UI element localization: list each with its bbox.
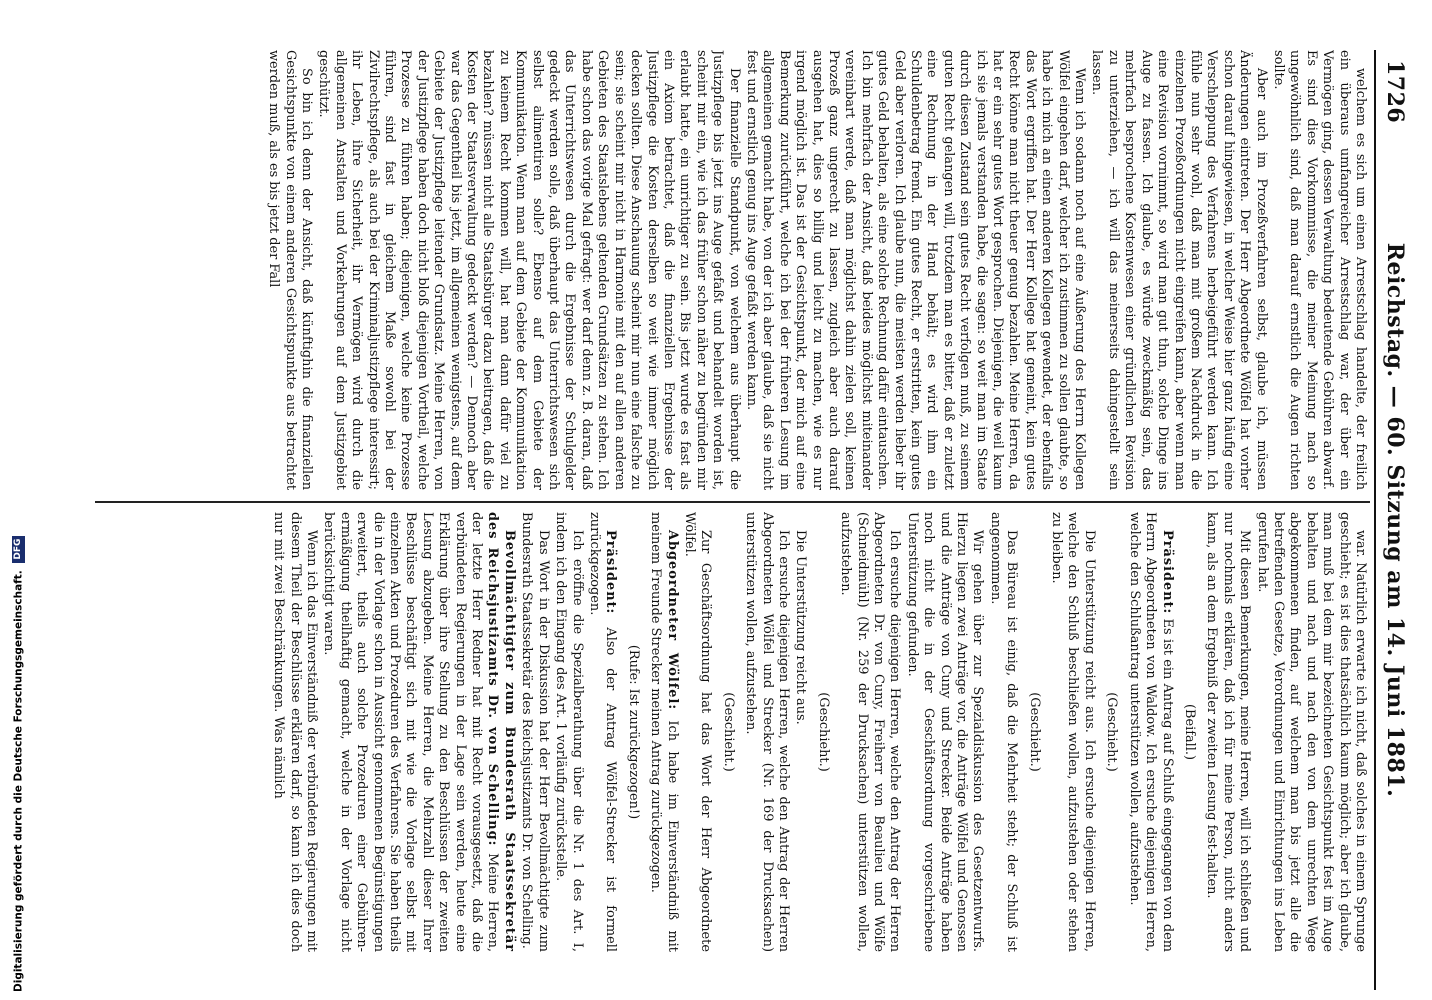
paragraph: Aber auch im Prozeßverfahren selbst, glaube ich, müssen Änderungen eintreten. Der Herr Abgeordnete Wölfel hat vorher schon darauf hingewiesen, in welcher Weise hier ganz häufig eine Verschleppung des Verfahrens herbeigeführt werden kann. Ich fühle nun sehr wohl, daß man mit großem Nachdruck in die einzelnen Prozeßordnungen nicht eingreifen kann, aber wenn man eine Revision vornimmt, so wird man gut thun, solche Dinge ins Auge zu fassen. Ich glaube, es würde zweckmäßig sein, das mehrfach besprochene Kostenwesen einer gründlichen Revision zu unterziehen, — ich will das meinerseits dahingestellt sein lassen. [1089, 50, 1269, 490]
paragraph: Mit diesen Bemerkungen, meine Herren, will ich schließen und nur nochmals erklären, daß ich für meine Person, nicht anders kann, als an dem Ergebniß der zweiten Lesung fest-halten. [1204, 512, 1253, 952]
speaker-name: Präsident: [1159, 530, 1175, 615]
speaker-name: Präsident: [603, 530, 619, 615]
stage-direction: (Geschieht.) [1104, 692, 1120, 772]
stage-direction: (Geschieht.) [815, 692, 831, 772]
paragraph: Zur Geschäftsordnung hat das Wort der Herr Abgeordnete Wölfel. [681, 512, 714, 952]
paragraph: Wir gehen über zur Spezialdiskussion des Gesetzentwurfs. Hierzu liegen zwei Anträge vor, die Anträge Wölfel und Genossen und die Anträge von Cuny und Strecker. Beide Anträge haben noch nicht die in der Geschäftsordnung vorgeschriebene Unterstützung gefunden. [904, 512, 986, 952]
paragraph: Der finanzielle Standpunkt, von welchem aus überhaupt die Justizpflege bis jetzt ins Auge gefaßt und behandelt worden ist, scheint mir ein, wie ich das früher schon näher zu begründen mir erlaubt hatte, ein unrichtiger zu sein. Bis jetzt wurde es fast als ein Axiom betrachtet, daß die finanziellen Ergebnisse der Justizpflege die Kosten derselben so weit wie immer möglich decken sollten. Diese Anschauung scheint mir nun eine falsche zu sein; sie scheint mir nicht in Harmonie mit den auf allen anderen Gebieten des Staatslebens geltenden Grundsätzen zu stehen. Ich habe schon das vorige Mal gefragt: wer darf denn z. B. daran, daß das Unterrichtswesen durch die Ergebnisse der Schulgelder gedeckt werden solle, daß überhaupt das Unterrichtswesen sich selbst alimentiren solle? Ebenso auf dem Gebiete der Kommunikation. Wenn man auf dem Gebiete der Kommunikation zu keinem Recht kommen will, hat man dann dafür viel zu bezahlen? müssen nicht alle Staatsbürger dazu beitragen, daß die Kosten der Staatsverwaltung gedeckt werden? — Dennoch aber war das Gegentheil bis jetzt, im allgemeinen wenigstens, auf dem Gebiete der Justizpflege leitender Grundsatz. Meine Herren, von der Justizpflege haben doch nicht bloß diejenigen Vortheil, welche Prozesse zu führen haben; diejenigen, welche keine Prozesse führen, sind fast in gleichem Maße sowohl bei der Zivilrechtspflege, als auch bei der Kriminaljustizpflege interessirt; ihr Leben, ihre Sicherheit, ihr Vermögen wird durch die allgemeinen Anstalten und Vorkehrungen auf dem Justizgebiet geschützt. [316, 50, 742, 490]
paragraph: welchem es sich um einen Arrestschlag handelte, der freilich ein überaus umfangreicher Arrestschlag war, der über ein Vermögen ging, dessen Verwaltung bedeutende Gebühren abwarf. Es sind dies Vorkommnisse, die meiner Meinung nach so ungewöhnlich sind, daß man darauf ernstlich die Augen richten sollte. [1270, 50, 1368, 490]
speech-text: Meine Herren, der letzte Herr Redner hat mit Recht vorausgesetzt, daß die verbündeten Regierungen in der Lage sein werden, heute eine Erklärung über ihre Stellung zu den Beschlüssen der zweiten Lesung abzugeben. Meine Herren, die Mehrzahl dieser Ihrer Beschlüsse beschäftigt sich mit wie die Vorlage selbst mit einzelnen Akten und Prozeduren des Verfahrens. Sie haben theils die in der Vorlage schon in Aussicht genommenen Begünstigungen erweitert, theils auch solche Prozeduren einer Gebühren-ermäßigung theilhaftig gemacht, welche in der Vorlage nicht berücksichtigt waren. [321, 512, 501, 952]
speech-paragraph [586, 512, 619, 952]
paragraph: So bin ich denn der Ansicht, daß künftighin die finanziellen Gesichtspunkte von einem anderen Gesichtspunkte aus betrachtet werden muß, als es bis jetzt der Fall [266, 50, 314, 490]
speech-text: Ich habe im Einverständniß mit meinem Freunde Strecker meinen Antrag zurückgezogen. [648, 512, 680, 952]
document-page [90, 50, 1410, 990]
speaker-name: Abgeordneter Wölfel: [664, 530, 680, 711]
digitization-sidebar [0, 0, 25, 1000]
page-number: 1726 [1382, 60, 1408, 124]
paragraph: Die Unterstützung reicht aus. Ich ersuche diejenigen Herren, welche den Schluß beschließen wollen, aufzustehen oder stehen zu bleiben. [1049, 512, 1097, 952]
speech-text: Also der Antrag Wölfel-Strecker ist formell zurückgezogen. [586, 512, 619, 952]
paragraph: Das Büreau ist einig, daß die Mehrheit steht; der Schluß ist angenommen. [987, 512, 1020, 952]
stage-direction: (Beifall.) [1181, 703, 1197, 761]
paragraph: Wenn ich das Einverständniß der verbündeten Regierungen mit diesem Theil der Beschlüsse erklären darf, so kann ich dies doch nur mit zwei Beschränkungen. Was nämlich [271, 512, 320, 952]
stage-direction: (Geschieht.) [1026, 692, 1042, 772]
stage-direction: (Rufe: Ist zurückgezogen!) [625, 644, 641, 820]
right-column [98, 512, 1368, 952]
left-column [98, 50, 1368, 490]
stage-direction: (Geschieht.) [720, 692, 736, 772]
paragraph: Ich ersuche diejenigen Herren, welche den Antrag der Herren Abgeordneten Dr. von Cuny, Freiherr von Beaulieu und Wölfe (Schneidmühl) (Nr. 259 der Drucksachen) unterstützen wollen, aufzustehen. [838, 512, 903, 952]
speech-paragraph [320, 512, 517, 952]
sidebar-credit [12, 536, 25, 992]
speaker-name: Bevollmächtigter zum Bundesrath Staatssekretär des Reichsjustizamts Dr. von Schelling: [485, 512, 517, 952]
header-rule [1374, 50, 1376, 990]
dfg-logo-icon: DFG [12, 536, 25, 563]
paragraph: Die Unterstützung reicht aus. [793, 530, 809, 725]
speech-paragraph [1125, 512, 1174, 952]
paragraph: Ich ersuche diejenigen Herren, welche den Antrag der Herren Abgeordneten Wölfel und Strecker (Nr. 169 der Drucksachen) unterstützen wollen, aufzustehen. [743, 512, 791, 952]
speech-paragraph [647, 512, 680, 952]
paragraph: Wenn ich sodann noch auf eine Äußerung des Herrn Kollegen Wölfel eingehen darf, welcher ich zustimmen zu sollen glaubte, so habe ich mich an einen anderen Kollegen gewendet, der ebenfalls das Wort ergriffen hat. Der Herr Kollege hat gemeint, kein gutes Recht könne man nicht theuer genug bezahlen. Meine Herren, da hat er ein sehr gutes Wort gesprochen. Diejenigen, die weil kaum ich sie jemals verstanden habe, die sagen: so weit man im Staate durch diesen Zustand sein gutes Recht verfolgen muß, zu seinem guten Recht gelangen will, trotzdem man es bitter, daß er zuletzt eine Rechnung in der Hand behält; es wird ihm ein Schuldenbetrag fremd. Ein gutes Recht, er erstritten, kein gutes Geld aber verloren. Ich glaube nun, die meisten werden lieber ihr gutes Geld behalten, als eine solche Rechnung dafür eintauschen. Ich bin mehrfach der Ansicht, daß beides möglichst miteinander vereinbart werde, daß man möglichst dahin zielen soll, keinen Prozeß ganz ungerecht zu lassen, zugleich aber auch darauf ausgehen hat, dies so billig und leicht zu machen, wie es nur irgend möglich ist. Das ist der Gesichtspunkt, der mich auf eine Bemerkung zurückführt, welche ich bei der früheren Lesung im allgemeinen gemacht habe, von der ich aber glaube, daß sie nicht fest und ernstlich genug ins Auge gefaßt werden kann. [743, 50, 1088, 490]
page-title: Reichstag. — 60. Sitzung am 14. Juni 1881. [1382, 242, 1408, 798]
column-divider [95, 501, 1370, 503]
speech-text: Es ist ein Antrag auf Schluß eingegangen von dem Herrn Abgeordneten von Waldow. Ich ersuche diejenigen Herren, welche den Schlußantrag unterstützen wollen, aufzustehen. [1126, 512, 1175, 952]
sidebar-credit-text: Digitalisierung gefördert durch die Deutsche Forschungsgemeinschaft. [12, 570, 25, 992]
page-header [1382, 50, 1410, 990]
paragraph: war. Natürlich erwarte ich nicht, daß solches in einem Sprunge geschieht; es ist dies thatsächlich kaum möglich; aber ich glaube, man muß bei dem mir bezeichneten Gesichtspunkt fest im Auge behalten und nach und nach den von dem unrechten Wege abgekommenen finden, auf welchem man bis jetzt alle die betreffenden Gesetze, Verordnungen und Einrichtungen ins Leben gerufen hat. [1254, 512, 1368, 952]
paragraph: Das Wort in der Diskussion hat der Herr Bevollmächtigte zum Bundesrath Staatssekretär des Reichsjustizamts Dr. von Schelling. [519, 512, 551, 952]
paragraph: Ich eröffne die Spezialberathung über die Nr. 1 des Art. I, indem ich den Eingang des Art. 1 vorläufig zurückstelle. [553, 512, 585, 952]
